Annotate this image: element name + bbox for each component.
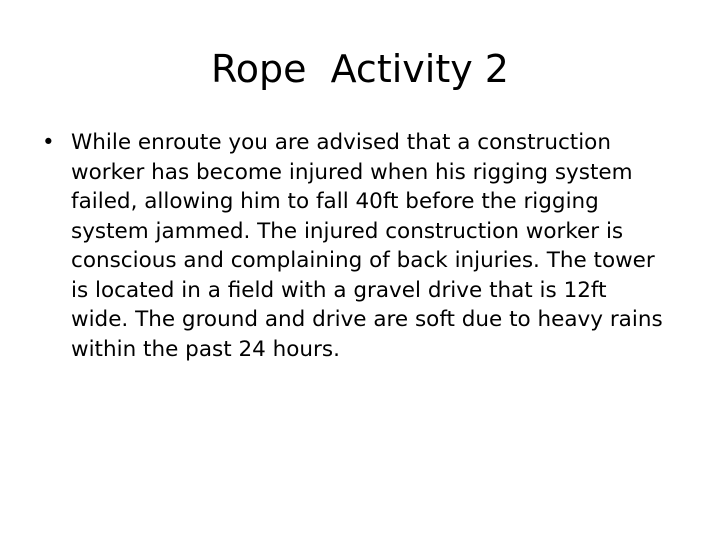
- bullet-dot-icon: •: [42, 130, 55, 155]
- bullet-item: [36, 128, 666, 364]
- bullet-list: [36, 128, 666, 364]
- slide-title: Rope Activity 2: [211, 47, 509, 91]
- bullet-text: While enroute you are advised that a construction worker has become injured when his rigging system failed, allowing him to fall 40ft before the rigging system jammed. The injured construction worker is conscious and complaining of back injuries. The tower is located in a field with a gravel drive that is 12ft wide. The ground and drive are soft due to heavy rains within the past 24 hours.: [71, 130, 663, 362]
